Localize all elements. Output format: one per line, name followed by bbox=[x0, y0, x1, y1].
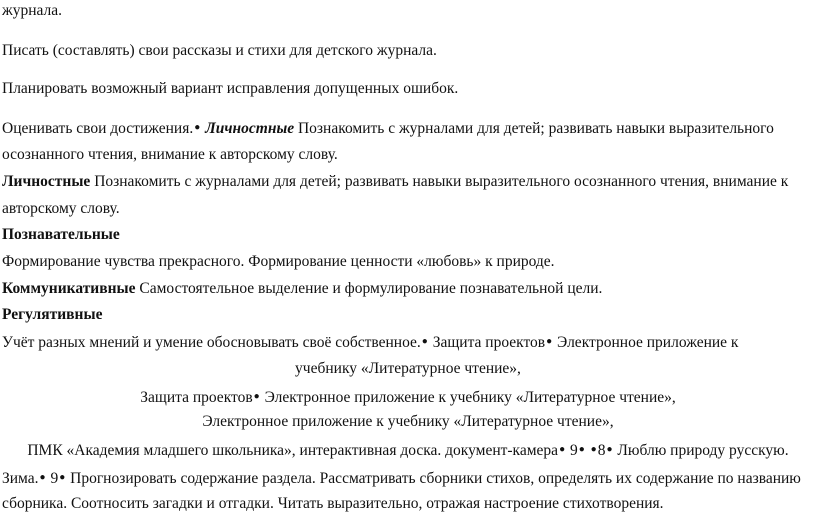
text-line bbox=[0, 388, 816, 407]
text-line bbox=[2, 42, 810, 60]
text-line bbox=[2, 2, 810, 20]
text-run: учебнику «Литературное чтение», bbox=[295, 360, 521, 377]
text-run bbox=[586, 442, 590, 459]
text-run: Учёт разных мнений и умение обосновывать своё собственное. bbox=[2, 334, 421, 351]
bullet-icon: ● bbox=[421, 336, 428, 347]
text-line bbox=[0, 360, 816, 378]
text-line bbox=[2, 200, 810, 218]
text-run: Планировать возможный вариант исправления допущенных ошибок. bbox=[2, 80, 459, 97]
text-run: авторскому слову. bbox=[2, 200, 120, 217]
text-run: 9 bbox=[566, 442, 578, 459]
text-run: ПМК «Академия младшего школьника», интерактивная доска. документ-камера bbox=[27, 442, 559, 459]
text-run: 8 bbox=[597, 442, 606, 459]
text-run: Формирование чувства прекрасного. Формирование ценности «любовь» к природе. bbox=[2, 253, 555, 270]
bullet-icon: ● bbox=[194, 122, 201, 133]
section-heading-personal: Личностные bbox=[2, 173, 91, 190]
text-run: Электронное приложение к учебнику «Литературное чтение», bbox=[202, 413, 614, 430]
text-line bbox=[0, 441, 816, 460]
text-run: сборника. Соотносить загадки и отгадки. Читать выразительно, отражая настроение стихотворения. bbox=[2, 495, 664, 512]
text-line bbox=[2, 469, 810, 488]
text-line bbox=[2, 226, 810, 244]
text-line bbox=[2, 80, 810, 98]
text-line bbox=[0, 413, 816, 431]
section-heading-personal: Личностные bbox=[205, 120, 295, 137]
bullet-icon: ● bbox=[59, 472, 66, 483]
section-heading-regulatory: Регулятивные bbox=[2, 306, 103, 323]
text-run: Познакомить с журналами для детей; развивать навыки выразительного bbox=[294, 120, 774, 137]
text-run: Зима. bbox=[2, 470, 39, 487]
section-heading-communicative: Коммуникативные bbox=[2, 280, 136, 297]
bullet-icon: ● bbox=[578, 444, 585, 455]
text-run: Оценивать свои достижения. bbox=[2, 120, 194, 137]
text-run: Прогнозировать содержание раздела. Рассматривать сборники стихов, определять их содержание по названию bbox=[66, 470, 801, 487]
bullet-icon: ● bbox=[39, 472, 46, 483]
bullet-icon: ● bbox=[559, 444, 566, 455]
text-run: Электронное приложение к bbox=[553, 334, 739, 351]
text-line bbox=[2, 119, 810, 138]
bullet-icon: ● bbox=[606, 444, 613, 455]
text-run: Писать (составлять) свои рассказы и стихи для детского журнала. bbox=[2, 42, 437, 59]
text-run: Люблю природу русскую. bbox=[613, 442, 789, 459]
text-run: Защита проектов bbox=[140, 389, 253, 406]
text-run: Электронное приложение к учебнику «Литературное чтение», bbox=[260, 389, 676, 406]
text-run: Защита проектов bbox=[428, 334, 546, 351]
text-line bbox=[2, 495, 810, 513]
text-line bbox=[2, 146, 810, 164]
text-line bbox=[2, 280, 810, 298]
text-run: 9 bbox=[46, 470, 59, 487]
bullet-icon: ● bbox=[253, 391, 260, 402]
text-line bbox=[2, 306, 810, 324]
text-line bbox=[2, 253, 810, 271]
bullet-icon: ● bbox=[546, 336, 553, 347]
bullet-icon: ● bbox=[590, 444, 597, 455]
text-run: Познакомить с журналами для детей; развивать навыки выразительного осознанного чтения, внимание к bbox=[90, 173, 789, 190]
text-line bbox=[2, 333, 810, 352]
text-line bbox=[2, 173, 810, 191]
text-run: осознанного чтения, внимание к авторскому слову. bbox=[2, 146, 338, 163]
section-heading-cognitive: Познавательные bbox=[2, 226, 120, 243]
text-run: журнала. bbox=[2, 2, 63, 19]
text-run: Самостоятельное выделение и формулирование познавательной цели. bbox=[135, 280, 603, 297]
